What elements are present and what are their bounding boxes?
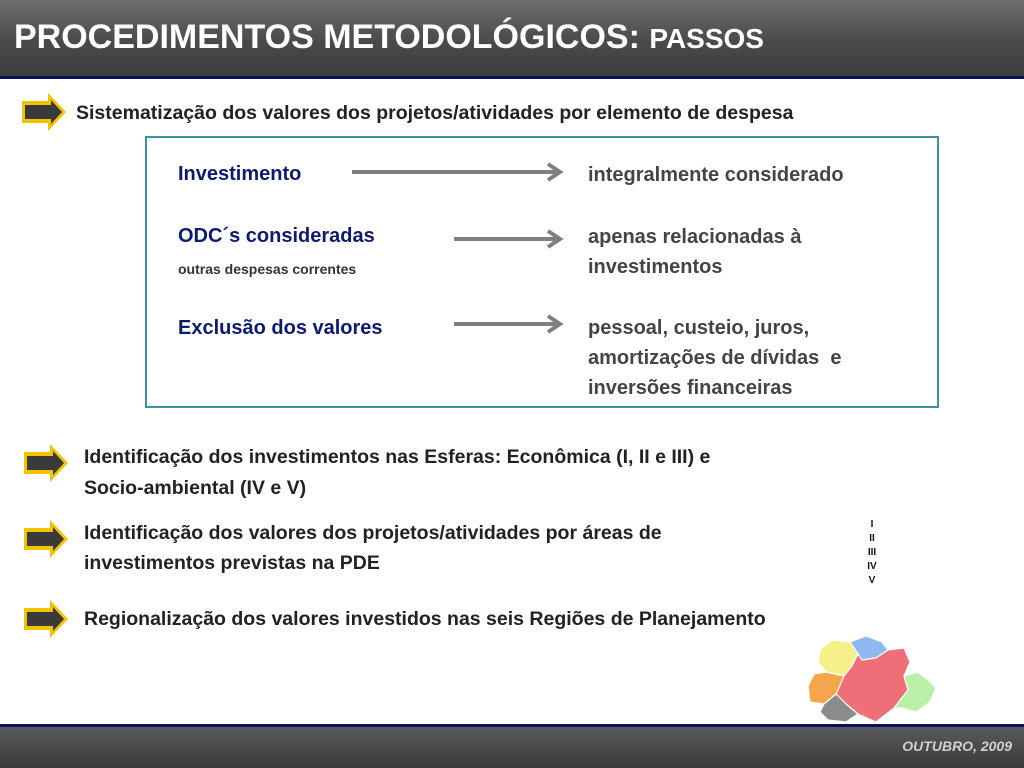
bullet-text-2-line1: Identificação dos investimentos nas Esferas: Econômica (I, II e III) e [84,446,711,468]
page-title [14,18,764,57]
bullet-arrow-icon [22,519,70,559]
connector-arrow-icon [350,160,568,184]
bullet-text-3-line1: Identificação dos valores dos projetos/atividades por áreas de [84,522,662,544]
footer-date: OUTUBRO, 2009 [902,738,1012,754]
bullet-arrow-icon [20,92,68,132]
title-sub: PASSOS [649,23,764,54]
label-odc: ODC´s consideradas [178,225,375,247]
connector-arrow-icon [452,312,568,336]
title-main: PROCEDIMENTOS METODOLÓGICOS: [14,18,640,56]
header-divider [0,76,1024,79]
bullet-arrow-icon [22,599,70,639]
bullet-text-4: Regionalização dos valores investidos nas seis Regiões de Planejamento [84,608,766,630]
esfera-item: IV [867,561,877,572]
result-odc-line1: apenas relacionadas à [588,226,802,248]
connector-arrow-icon [452,227,568,251]
bullet-text-3-line2: investimentos previstas na PDE [84,552,380,574]
header-bar [0,0,1024,76]
esfera-item: III [867,547,877,558]
sublabel-odc: outras despesas correntes [178,261,357,277]
result-investimento: integralmente considerado [588,164,844,186]
result-exclusao-line2: amortizações de dívidas e [588,347,842,369]
esfera-item: V [868,575,876,586]
bullet-text-2-line2: Socio-ambiental (IV e V) [84,477,307,499]
esfera-item: II [869,533,875,544]
footer-bar [0,727,1024,768]
esfera-item: I [870,519,874,530]
result-exclusao-line3: inversões financeiras [588,377,793,399]
result-exclusao-line1: pessoal, custeio, juros, [588,317,810,339]
label-exclusao: Exclusão dos valores [178,317,383,339]
esferas-list [862,518,882,588]
label-investimento: Investimento [178,163,302,185]
regions-map-icon [806,632,938,728]
bullet-text-1: Sistematização dos valores dos projetos/atividades por elemento de despesa [76,102,794,124]
result-odc-line2: investimentos [588,256,723,278]
bullet-arrow-icon [22,443,70,483]
